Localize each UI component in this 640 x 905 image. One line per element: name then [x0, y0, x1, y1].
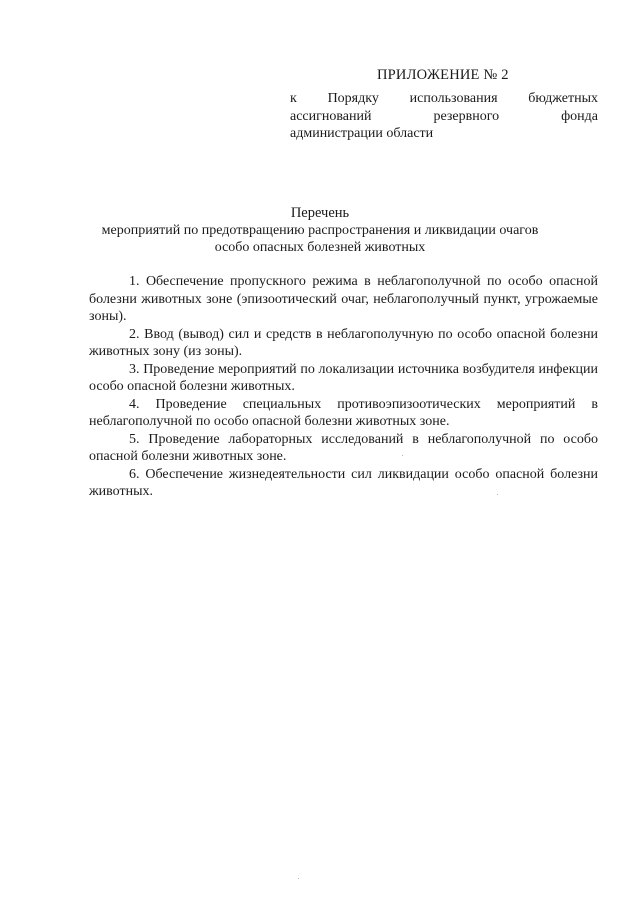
appendix-reference-line-2: ассигнований резервного фонда — [290, 108, 598, 124]
list-item: 4. Проведение специальных противоэпизоотических мероприятий в неблагополучной по особо опасной болезни животных зоне. — [89, 396, 598, 429]
list-item: 5. Проведение лабораторных исследований в неблагополучной по особо опасной болезни животных зоне. — [89, 431, 598, 464]
scan-speck — [497, 494, 498, 495]
list-item: 3. Проведение мероприятий по локализации источника возбудителя инфекции особо опасной болезни животных. — [89, 361, 598, 394]
list-subtitle-line-2: особо опасных болезней животных — [214, 240, 426, 255]
appendix-title: ПРИЛОЖЕНИЕ № 2 — [377, 67, 509, 83]
appendix-reference — [290, 90, 598, 143]
list-title-block — [60, 205, 580, 256]
measures-list — [89, 273, 598, 501]
list-heading: Перечень — [290, 205, 350, 221]
appendix-reference-line-3: администрации области — [290, 126, 434, 141]
list-item: 6. Обеспечение жизнедеятельности сил ликвидации особо опасной болезни животных. — [89, 466, 598, 499]
appendix-reference-line-1: к Порядку использования бюджетных — [290, 91, 598, 106]
list-subtitle-line-1: мероприятий по предотвращению распространения и ликвидации очагов — [101, 223, 539, 238]
list-item: 2. Ввод (вывод) сил и средств в неблагополучную по особо опасной болезни животных зону (из зоны). — [89, 326, 598, 359]
scan-speck — [402, 455, 403, 456]
list-item: 1. Обеспечение пропускного режима в неблагополучной по особо опасной болезни животных зоне (эпизоотический очаг, неблагополучный пункт, угрожаемые зоны). — [89, 274, 598, 324]
scan-speck — [298, 878, 299, 879]
